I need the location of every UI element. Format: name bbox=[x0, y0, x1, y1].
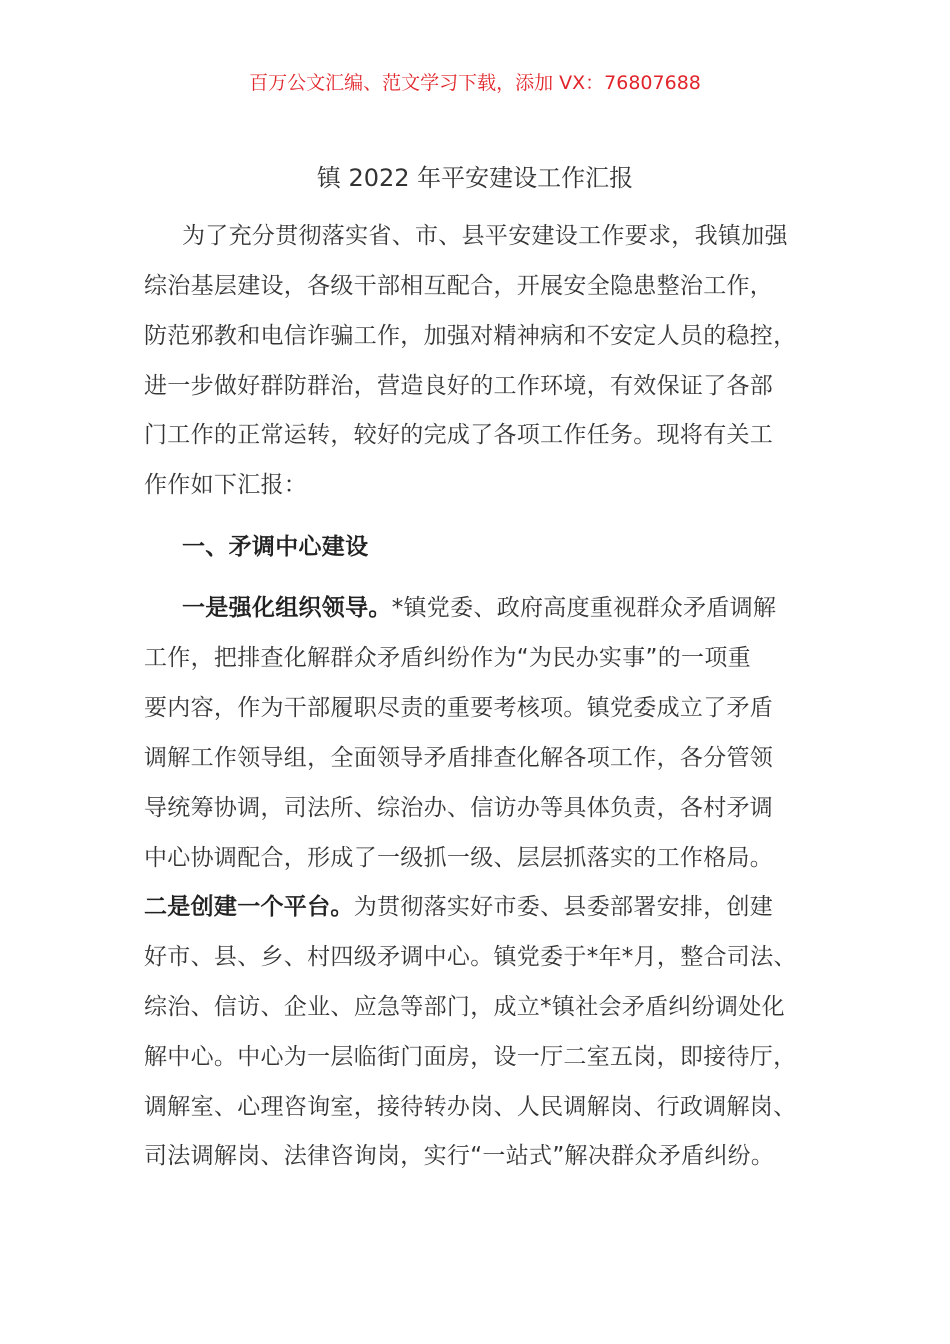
body-line bbox=[144, 843, 773, 873]
intro-line: 为了充分贯彻落实省、市、县平安建设工作要求，我镇加强 bbox=[182, 223, 788, 249]
section-heading: 一、矛调中心建设 bbox=[182, 534, 369, 560]
body-text: 综治、信访、企业、应急等部门，成立*镇社会矛盾纠纷调处化 bbox=[144, 994, 785, 1020]
intro-line: 防范邪教和电信诈骗工作，加强对精神病和不安定人员的稳控， bbox=[144, 323, 797, 349]
body-line bbox=[144, 1042, 796, 1072]
body-line bbox=[144, 1141, 774, 1171]
body-text: 要内容，作为干部履职尽责的重要考核项。镇党委成立了矛盾 bbox=[144, 695, 774, 721]
intro-line: 作作如下汇报： bbox=[144, 472, 308, 498]
body-text: 为贯彻落实好市委、县委部署安排，创建 bbox=[353, 894, 774, 920]
body-line bbox=[144, 793, 773, 823]
intro-line: 进一步做好群防群治，营造良好的工作环境，有效保证了各部 bbox=[144, 373, 774, 399]
body-line bbox=[144, 1092, 796, 1122]
intro-line: 综治基层建设，各级干部相互配合，开展安全隐患整治工作， bbox=[144, 273, 774, 299]
body-text: 司法调解岗、法律咨询岗，实行“一站式”解决群众矛盾纠纷。 bbox=[144, 1143, 775, 1169]
body-line bbox=[144, 693, 773, 723]
header-banner: 百万公文汇编、范文学习下载，添加 VX：76807688 bbox=[249, 72, 701, 94]
document-title: 镇 2022 年平安建设工作汇报 bbox=[316, 164, 634, 192]
body-line bbox=[144, 643, 751, 673]
bold-lead: 二是创建一个平台。 bbox=[144, 894, 354, 920]
body-line bbox=[182, 593, 776, 623]
body-text: *镇党委、政府高度重视群众矛盾调解 bbox=[391, 595, 777, 621]
intro-line: 门工作的正常运转，较好的完成了各项工作任务。现将有关工 bbox=[144, 422, 774, 448]
body-text: 解中心。中心为一层临街门面房，设一厅二室五岗，即接待厅， bbox=[144, 1044, 797, 1070]
body-text: 工作，把排查化解群众矛盾纠纷作为“为民办实事”的一项重 bbox=[144, 645, 751, 671]
body-text: 调解工作领导组，全面领导矛盾排查化解各项工作，各分管领 bbox=[144, 745, 774, 771]
bold-lead: 一是强化组织领导。 bbox=[182, 595, 392, 621]
body-text: 好市、县、乡、村四级矛调中心。镇党委于*年*月，整合司法、 bbox=[144, 944, 797, 970]
body-text: 中心协调配合，形成了一级抓一级、层层抓落实的工作格局。 bbox=[144, 845, 774, 871]
body-text: 导统筹协调，司法所、综治办、信访办等具体负责，各村矛调 bbox=[144, 795, 774, 821]
body-line bbox=[144, 892, 773, 922]
body-line bbox=[144, 992, 785, 1022]
body-line bbox=[144, 942, 797, 972]
body-text: 调解室、心理咨询室，接待转办岗、人民调解岗、行政调解岗、 bbox=[144, 1094, 797, 1120]
body-line bbox=[144, 743, 773, 773]
